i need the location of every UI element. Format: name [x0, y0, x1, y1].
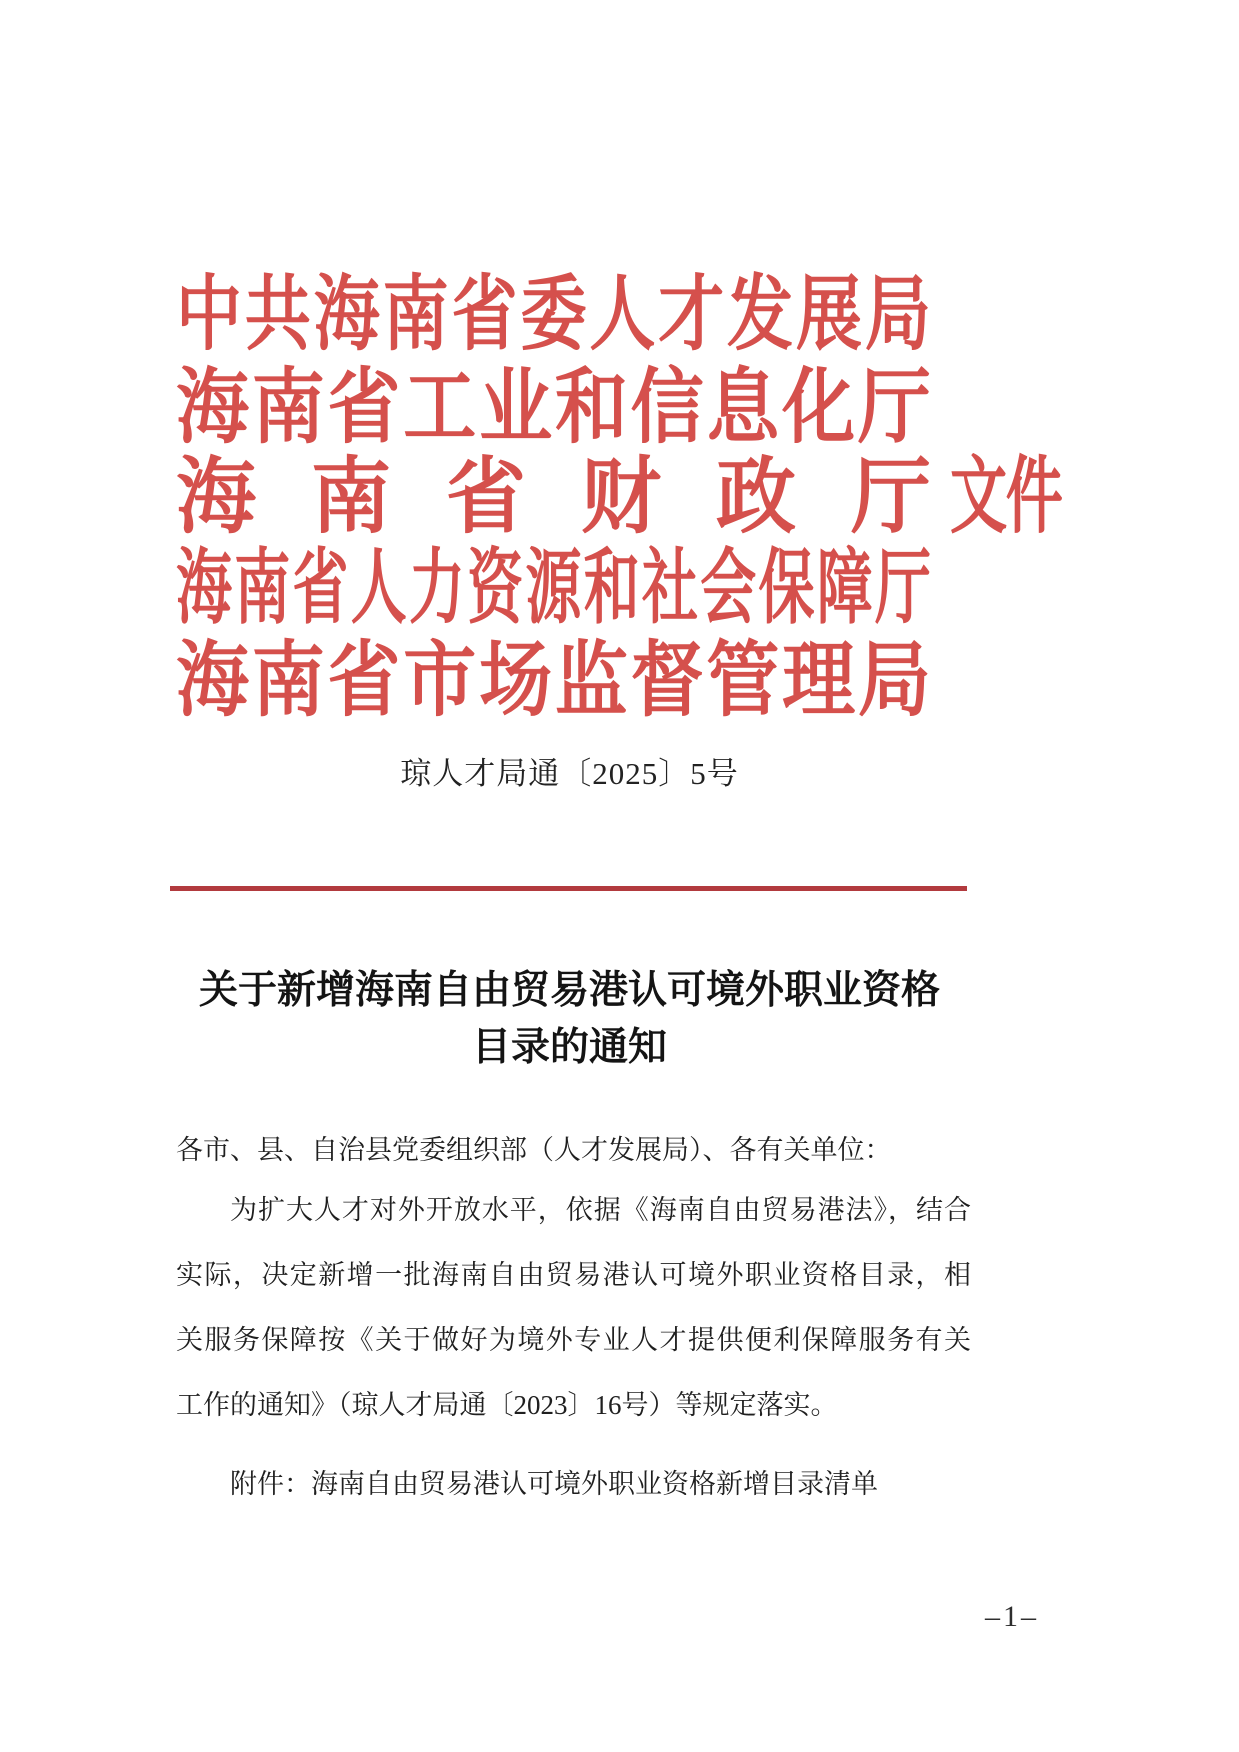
- agency-line-4: [176, 545, 931, 633]
- red-divider-line: [170, 886, 967, 891]
- letterhead: [176, 272, 1076, 724]
- title-line-1: 关于新增海南自由贸易港认可境外职业资格: [198, 969, 940, 1012]
- agency-line-3: [176, 454, 931, 542]
- agency-name: 海 南 省 工 业 和 信 息 化 厅: [176, 361, 931, 453]
- agency-name-list: [176, 272, 931, 724]
- document-title: [172, 962, 967, 1076]
- agency-name: 海 南 省 市 场 监 督 管 理 局: [176, 634, 931, 726]
- paragraph-line: 工作的通知》（琼人才局通〔2023〕16号）等规定落实。: [176, 1390, 838, 1420]
- document-type-label: 文件: [950, 451, 1062, 544]
- agency-line-2: [176, 363, 931, 451]
- agency-name: 海 南 省 财 政 厅: [176, 452, 931, 544]
- title-line-2: 目录的通知: [471, 1026, 667, 1069]
- agency-name: 中 共 海 南 省 委 人 才 发 展 局: [176, 270, 931, 361]
- page-number: –1–: [985, 1600, 1039, 1633]
- attachment-line: 附件：海南自由贸易港认可境外职业资格新增目录清单: [230, 1469, 878, 1499]
- agency-name: 海 南 省 人 力 资 源 和 社 会 保 障 厅: [176, 543, 931, 635]
- paragraph-line: 为扩大人才对外开放水平，依据《海南自由贸易港法》，结合: [230, 1195, 971, 1225]
- agency-line-5: [176, 636, 931, 724]
- paragraph-line: 关服务保障按《关于做好为境外专业人才提供便利保障服务有关: [176, 1325, 971, 1355]
- paragraph-line: 实际，决定新增一批海南自由贸易港认可境外职业资格目录，相: [176, 1260, 971, 1290]
- document-reference-number: 琼人才局通〔2025〕5号: [400, 756, 739, 791]
- salutation: 各市、县、自治县党委组织部（人才发展局）、各有关单位：: [176, 1135, 892, 1165]
- agency-line-1: [176, 272, 931, 360]
- body-paragraph: [176, 1178, 971, 1438]
